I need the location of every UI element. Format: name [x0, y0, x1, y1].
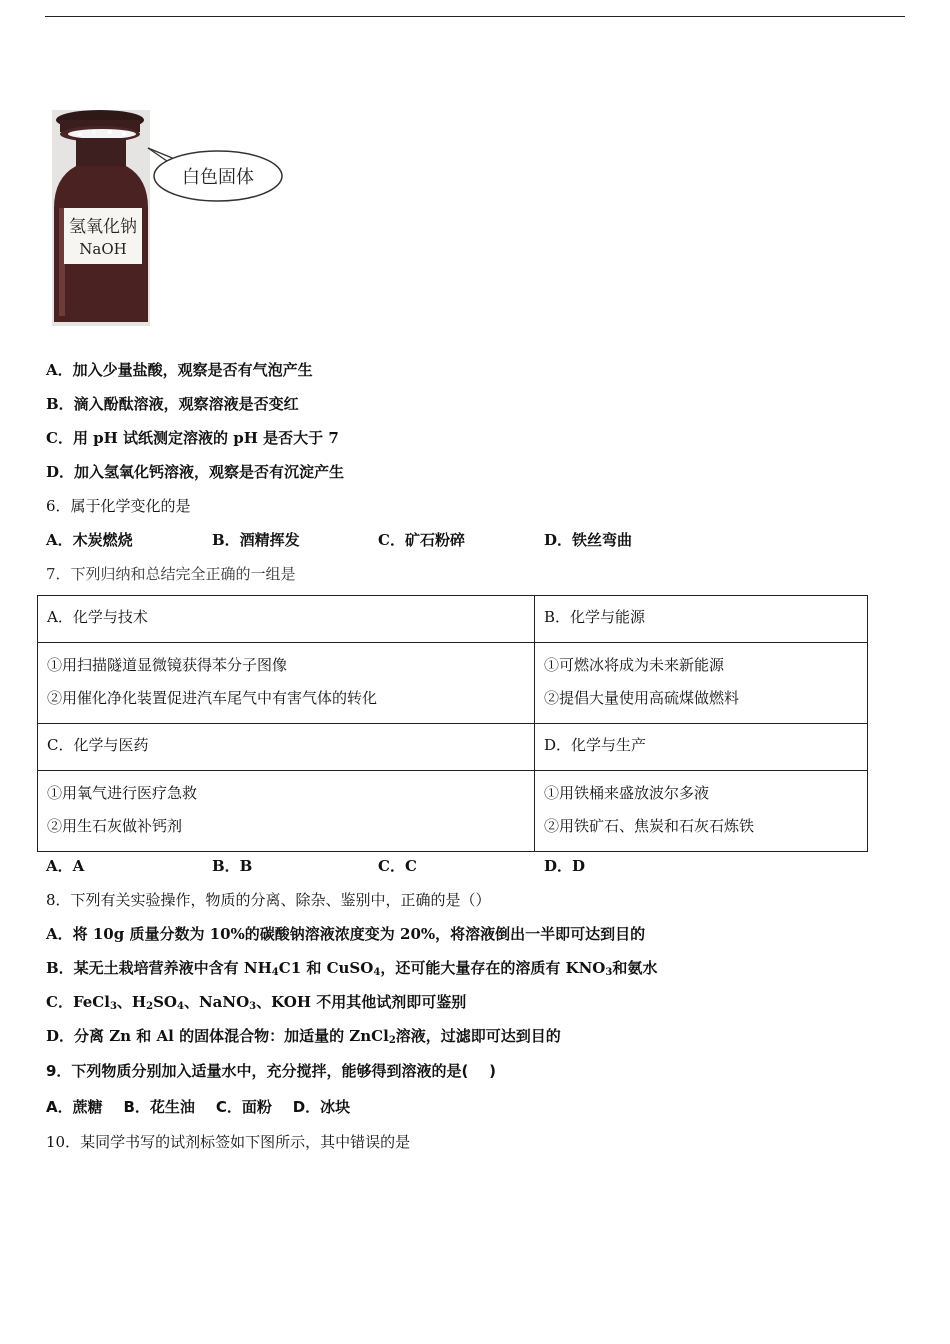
table-item: ①用氧气进行医疗急救: [47, 784, 198, 802]
q6-option-c: C．矿石粉碎: [378, 531, 465, 549]
q7-stem: 7．下列归纳和总结完全正确的一组是: [46, 565, 296, 583]
table-item: ②提倡大量使用高硫煤做燃料: [544, 689, 740, 707]
table-item: ①用铁桶来盛放波尔多液: [544, 784, 710, 802]
q6-stem: 6．属于化学变化的是: [46, 497, 191, 515]
bottle-label-name: 氢氧化钠: [69, 217, 137, 237]
table-cell-d-title: D．化学与生产: [535, 724, 868, 771]
q8-option-d: D．分离 Zn 和 Al 的固体混合物：加适量的 ZnCl$_2$溶液，过滤即可达到目的: [46, 1027, 561, 1046]
table-cell-a-content: [38, 643, 535, 724]
q9-options: A．蔗糖 B．花生油 C．面粉 D．冰块: [46, 1098, 351, 1116]
q7-options: [46, 856, 710, 876]
table-item: ②用生石灰做补钙剂: [47, 817, 183, 835]
q9-stem: 9．下列物质分别加入适量水中，充分搅拌，能够得到溶液的是( ): [46, 1062, 497, 1080]
naoh-bottle-figure: [50, 108, 290, 328]
table-item: ②用催化净化装置促进汽车尾气中有害气体的转化: [47, 689, 378, 707]
table-item: ①可燃冰将成为未来新能源: [544, 656, 725, 674]
q6-options: [46, 530, 710, 550]
q10-stem: 10．某同学书写的试剂标签如下图所示，其中错误的是: [46, 1133, 411, 1151]
header-rule: [45, 16, 905, 17]
q5-option-b: B．滴入酚酞溶液，观察溶液是否变红: [46, 395, 299, 413]
table-cell-c-title: C．化学与医药: [38, 724, 535, 771]
bottle-image: [50, 108, 290, 328]
q7-option-c: C．C: [378, 857, 417, 875]
table-cell-d-content: [535, 771, 868, 852]
q8-option-b: B．某无土栽培营养液中含有 $NH_4C1$ 和 CuSO$_4$，还可能大量存在的溶质有 $KNO_3$和氨水: [46, 959, 658, 978]
q8-option-a: A．将 10g 质量分数为 10%的碳酸钠溶液浓度变为 20%，将溶液倒出一半即可达到目的: [46, 925, 646, 943]
q7-option-a: A．A: [46, 857, 85, 875]
q7-option-b: B．B: [212, 857, 253, 875]
q8-stem: 8．下列有关实验操作，物质的分离、除杂、鉴别中，正确的是（）: [46, 891, 491, 909]
q6-option-b: B．酒精挥发: [212, 531, 300, 549]
table-item: ①用扫描隧道显微镜获得苯分子图像: [47, 656, 288, 674]
q6-option-a: A．木炭燃烧: [46, 531, 133, 549]
q5-option-a: A．加入少量盐酸，观察是否有气泡产生: [46, 361, 313, 379]
table-cell-c-content: [38, 771, 535, 852]
bottle-label-formula: NaOH: [79, 240, 127, 258]
table-cell-b-content: [535, 643, 868, 724]
q5-option-d: D．加入氢氧化钙溶液，观察是否有沉淀产生: [46, 463, 345, 481]
q7-option-d: D．D: [544, 857, 586, 875]
q5-option-c: C．用 pH 试纸测定溶液的 pH 是否大于 7: [46, 429, 339, 447]
q8-option-c: C．FeCl$_3$、$H_2SO_4$、NaNO$_3$、KOH 不用其他试剂即可鉴别: [46, 993, 467, 1012]
callout-text: 白色固体: [182, 167, 254, 188]
table-cell-b-title: B．化学与能源: [535, 596, 868, 643]
table-item: ②用铁矿石、焦炭和石灰石炼铁: [544, 817, 755, 835]
q6-option-d: D．铁丝弯曲: [544, 531, 633, 549]
table-cell-a-title: A．化学与技术: [38, 596, 535, 643]
q7-summary-table: [37, 595, 868, 852]
